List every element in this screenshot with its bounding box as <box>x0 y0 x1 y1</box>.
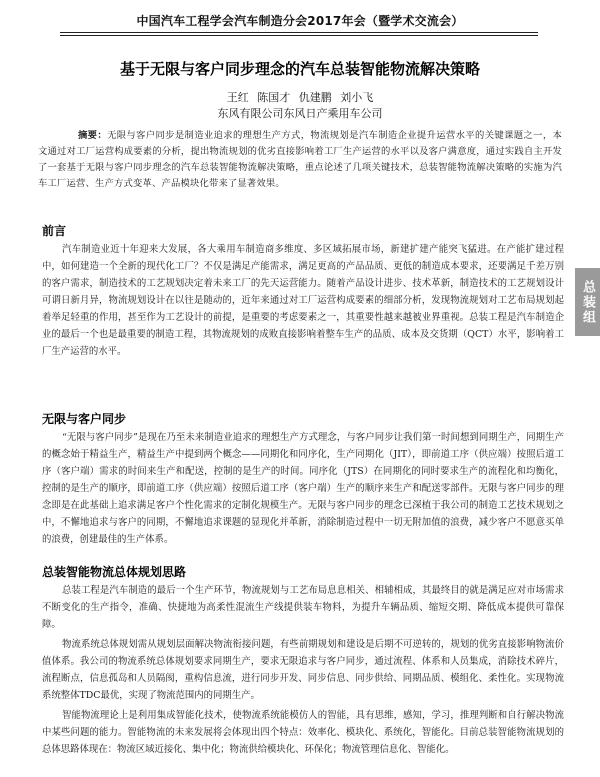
preface-paragraph: 汽车制造业近十年迎来大发展，各大乘用车制造商多维度、多区域拓展市场，新建扩建产能突飞猛进。在产能扩建过程中，如何建造一个全新的现代化工厂？不仅是满足产能需求，满足更高的产品品质、更低的制造成本要求，还要满足千差万别的客户需求，制造技术的工艺规划决定着未来工厂的先天运营能力。随着产品设计进步、技术革新，制造技术的工艺规划设计可谓日新月异，物流规划设计在以往是随动的，近年来通过对工厂运营构成要素的细部分析，发现物流规划对工艺布局规划起着举足轻重的作用，甚至作为工艺设计的前提，是重要的考虑要素之一，其重要性越来越被业界重视。总装工程是汽车制造企业的最后一个也是最重要的制造工程，其物流规划的成败直接影响着整车生产的品质、成本及交货期（QCT）水平，影响着工厂生产运营的水平。 <box>42 244 564 357</box>
side-tab-label: 总装组 <box>575 268 600 336</box>
sync-paragraph: “无限与客户同步”是现在乃至未来制造业追求的理想生产方式理念，与客户同步让我们第一时间想到同期生产，同期生产的概念始于精益生产，精益生产中提到两个概念——同期化和同序化，生产同期化（JIT），即前道工序（供应端）按照后道工序（客户端）需求的时间来生产和配送，控制的是生产的时间。同序化（JTS）在同期化的同时要求生产的流程化和均衡化，控制的是生产的顺序，即前道工序（供应端）按照后道工序（客户端）生产的顺序来生产和配送零部件。无限与客户同步的理念即是在此基础上追求满足客户个性化需求的定制化规模生产。无限与客户同步的理念已深植于我公司的制造工艺技术规划之中，不懈地追求与客户的同期，不懈地追求课题的显现化并革新，消除制造过程中一切无附加值的浪费，减少客户不愿意买单的浪费，创建最佳的生产体系。 <box>42 432 564 545</box>
author-affiliation: 东风有限公司东风日产乘用车公司 <box>217 107 383 120</box>
header-rule-top <box>60 32 538 33</box>
logistics-paragraph-1: 总装工程是汽车制造的最后一个生产环节，物流规划与工艺布局息息相关、相辅相成，其最终目的就是满足应对市场需求不断变化的生产指令，准确、快捷地为高柔性混流生产线提供装车物料，为提升车辆品质、缩短交期、降低成本提供可靠保障。 <box>42 585 564 630</box>
header-rule-bottom <box>60 35 538 36</box>
section-heading-sync: 无限与客户同步 <box>42 412 127 426</box>
author-list: 王红 陈国才 仇建鹏 刘小飞 <box>226 91 374 104</box>
abstract-label: 摘要： <box>78 130 108 141</box>
section-heading-preface: 前言 <box>42 224 67 238</box>
abstract-block <box>38 128 562 192</box>
section-heading-logistics: 总装智能物流总体规划思路 <box>42 565 187 579</box>
logistics-paragraph-2: 物流系统总体规划需从规划层面解决物流衔接问题，有些前期规划和建设是后期不可逆转的，规划的优劣直接影响物流价值体系。我公司的物流系统总体规划要求同期生产，要求无限追求与客户同步，通过流程、体系和人员集成，消除技术碎片，流程断点，信息孤岛和人员隔阂，重构信息流，进行同步开发、同步信息、同步供给、同期品质、模组化、柔性化。实现物流系统整体TDC最优，实现了物流范围内的同期生产。 <box>42 639 564 701</box>
logistics-paragraph-3: 智能物流理论上是利用集成智能化技术，使物流系统能模仿人的智能，具有思维，感知，学习，推理判断和自行解决物流中某些问题的能力。智能物流的未来发展将会体现出四个特点：效率化、模块化、系统化，智能化。目前总装智能物流规划的总体思路体现在：物流区域近接化、集中化；物流供给模块化、环保化；物流管理信息化、智能化。 <box>42 710 564 755</box>
running-header: 中国汽车工程学会汽车制造分会2017年会（暨学术交流会） <box>136 14 464 28</box>
paper-title: 基于无限与客户同步理念的汽车总装智能物流解决策略 <box>119 60 480 78</box>
abstract-text: 无限与客户同步是制造业追求的理想生产方式，物流规划是汽车制造企业提升运营水平的关键课题之一，本文通过对工厂运营构成要素的分析，提出物流规划的优劣直接影响着工厂生产运营的水平以及客户满意度，通过实践自主开发了一套基于无限与客户同步理念的汽车总装智能物流解决策略，重点论述了几项关键技术，总装智能物流解决策略的实施为汽车工厂运营、生产方式变革、产品模块化带来了显著效果。 <box>38 130 562 189</box>
